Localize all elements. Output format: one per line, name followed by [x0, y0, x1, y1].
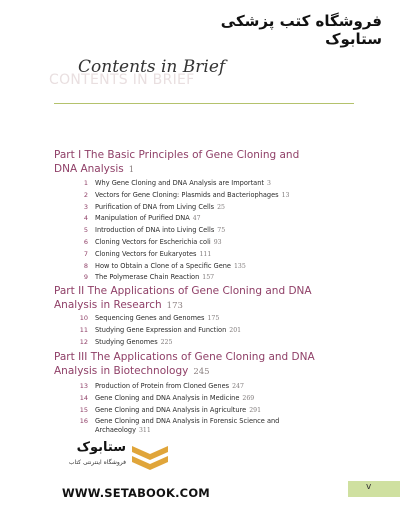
logo-chevron-icon — [130, 440, 170, 474]
chapter-title: Studying Gene Expression and Function — [95, 325, 227, 334]
chapter-number: 10 — [79, 314, 88, 322]
chapter-title: The Polymerase Chain Reaction — [95, 273, 200, 282]
page-title: Contents in Brief — [78, 57, 226, 77]
chapter-title: Gene Cloning and DNA Analysis in Medicine — [95, 393, 240, 402]
chapter-entry — [54, 406, 354, 418]
chapter-number: 3 — [83, 202, 88, 211]
part-title-line: DNA Analysis — [54, 162, 124, 175]
chapter-entry — [54, 262, 354, 274]
part-page-number: 1 — [128, 164, 135, 175]
chapter-title: How to Obtain a Clone of a Specific Gene — [95, 261, 231, 270]
chapter-number: 11 — [79, 325, 88, 334]
chapter-page: 47 — [192, 215, 201, 223]
chapter-page: 75 — [217, 227, 226, 235]
chapter-entry — [54, 238, 354, 250]
chapter-number: 8 — [83, 261, 88, 270]
chapter-page: 175 — [207, 315, 220, 322]
website-url[interactable]: WWW.SETABOOK.COM — [62, 486, 210, 500]
chapter-entry — [54, 382, 354, 394]
chapter-entry — [54, 179, 354, 191]
chapter-page: 93 — [213, 238, 222, 246]
setabook-logo — [44, 438, 184, 482]
part-title-line: Part III The Applications of Gene Cloning and DNA — [54, 351, 315, 363]
chapter-page: 13 — [281, 191, 290, 199]
chapter-entry — [54, 226, 354, 238]
chapter-page: 225 — [160, 338, 173, 346]
chapter-title: Vectors for Gene Cloning: Plasmids and Bacteriophages — [95, 190, 279, 199]
chapter-entry — [54, 191, 354, 203]
chapter-title: Introduction of DNA into Living Cells — [95, 226, 215, 235]
chapter-list-part-3 — [54, 382, 354, 437]
chapter-number: 1 — [83, 179, 88, 187]
chapter-number: 2 — [83, 190, 88, 199]
chapter-number: 9 — [83, 273, 88, 282]
part-heading-1 — [54, 149, 354, 177]
chapter-title: Why Gene Cloning and DNA Analysis are Important — [95, 179, 264, 187]
chapter-title: Production of Protein from Cloned Genes — [95, 382, 230, 390]
chapter-entry — [54, 250, 354, 262]
part-heading-3 — [54, 351, 354, 379]
chapter-title: Cloning Vectors for Eukaryotes — [95, 249, 197, 258]
chapter-number: 13 — [79, 382, 88, 390]
chapter-number: 7 — [83, 249, 88, 258]
part-heading-2 — [54, 285, 354, 313]
store-banner: فروشگاه کتب پزشکی ستابوک — [220, 12, 382, 48]
logo-text: ستابوک — [76, 440, 126, 455]
chapter-number: 6 — [83, 237, 88, 246]
chapter-page: 3 — [266, 180, 271, 187]
chapter-title: Sequencing Genes and Genomes — [95, 314, 205, 322]
page-number-tab — [348, 481, 400, 497]
chapter-entry — [54, 417, 354, 437]
chapter-list-part-2 — [54, 314, 354, 349]
chapter-number: 4 — [83, 214, 88, 223]
chapter-entry — [54, 338, 354, 350]
part-title-line: Analysis in Research — [54, 298, 162, 311]
title-divider — [54, 103, 354, 104]
chapter-page: 311 — [138, 427, 151, 435]
chapter-page: 25 — [217, 203, 225, 211]
ghost-heading: CONTENTS IN BRIEF — [49, 72, 195, 88]
chapter-number: 14 — [79, 393, 88, 402]
chapter-page: 157 — [202, 274, 215, 282]
logo-subtitle: فروشگاه اینترنتی کتاب — [68, 459, 126, 466]
chapter-page: 291 — [249, 406, 262, 414]
part-title-line: Part II The Applications of Gene Cloning and DNA — [54, 285, 312, 297]
chapter-entry — [54, 326, 354, 338]
chapter-entry — [54, 394, 354, 406]
chapter-number: 16 — [79, 417, 88, 426]
chapter-number: 12 — [79, 337, 88, 346]
chapter-title: Cloning Vectors for Escherichia coli — [95, 237, 211, 246]
chapter-title: Gene Cloning and DNA Analysis in Forensic Science and Archaeology — [95, 417, 280, 435]
chapter-title: Manipulation of Purified DNA — [95, 214, 190, 223]
part-title-line: Analysis in Biotechnology — [54, 364, 189, 377]
page-number: v — [366, 482, 372, 492]
chapter-title: Purification of DNA from Living Cells — [95, 202, 215, 211]
part-title-line: Part I The Basic Principles of Gene Cloning and — [54, 149, 300, 161]
part-page-number: 245 — [193, 366, 210, 377]
chapter-page: 269 — [242, 394, 255, 402]
chapter-page: 111 — [199, 250, 212, 258]
chapter-title: Gene Cloning and DNA Analysis in Agriculture — [95, 405, 247, 414]
chapter-number: 5 — [83, 226, 88, 235]
chapter-title: Studying Genomes — [95, 337, 158, 346]
chapter-entry — [54, 203, 354, 215]
chapter-page: 247 — [232, 383, 244, 390]
chapter-page: 201 — [229, 326, 242, 334]
chapter-page: 135 — [234, 262, 246, 270]
chapter-entry — [54, 314, 354, 326]
chapter-list-part-1 — [54, 179, 354, 285]
part-page-number: 173 — [166, 300, 183, 311]
chapter-number: 15 — [79, 405, 88, 414]
chapter-entry — [54, 273, 354, 285]
chapter-entry — [54, 214, 354, 226]
